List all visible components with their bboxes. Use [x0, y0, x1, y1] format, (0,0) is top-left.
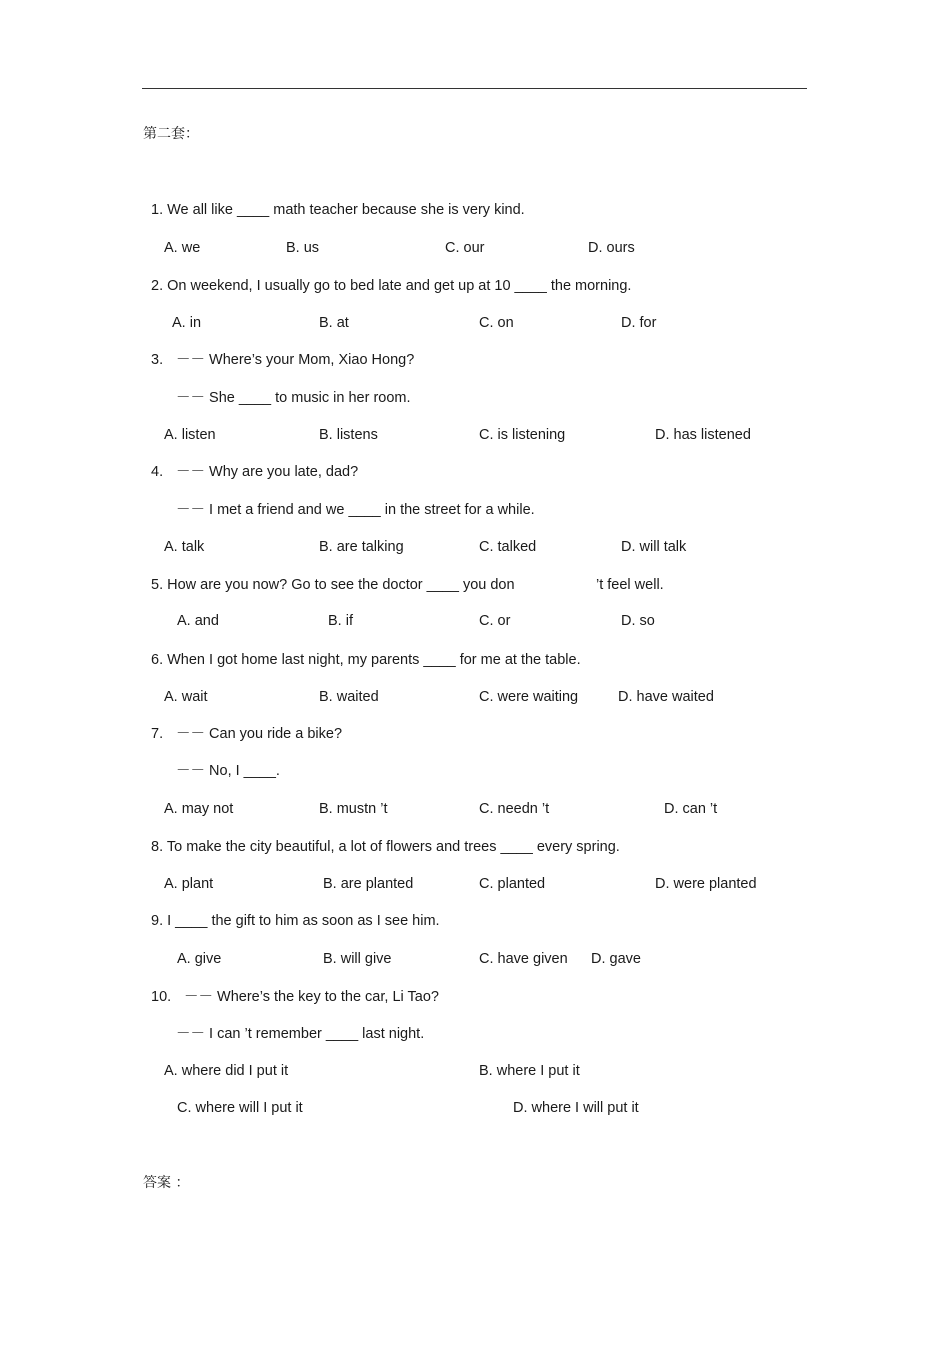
- question-3-line-1: －－ Where’s your Mom, Xiao Hong?: [176, 352, 415, 368]
- question-4-line-1: －－ Why are you late, dad?: [176, 464, 359, 480]
- question-6-option-a: A. wait: [164, 689, 208, 705]
- question-7-option-a: A. may not: [164, 801, 234, 817]
- question-3-option-c: C. is listening: [479, 427, 566, 443]
- question-3-number: 3.: [151, 352, 164, 368]
- question-2-option-d: D. for: [621, 315, 657, 331]
- question-6-option-d: D. have waited: [618, 689, 714, 705]
- question-5-option-c: C. or: [479, 613, 511, 629]
- question-2-stem: 2. On weekend, I usually go to bed late and get up at 10 ____ the morning.: [151, 278, 632, 294]
- question-9-option-b: B. will give: [323, 951, 392, 967]
- question-8-option-b: B. are planted: [323, 876, 414, 892]
- question-4-option-b: B. are talking: [319, 539, 404, 555]
- question-7-option-d: D. can ’t: [664, 801, 718, 817]
- question-3-option-a: A. listen: [164, 427, 216, 443]
- question-4-option-d: D. will talk: [621, 539, 687, 555]
- question-9-option-a: A. give: [177, 951, 222, 967]
- question-9-stem: 9. I ____ the gift to him as soon as I see him.: [151, 913, 440, 929]
- question-9-option-c: C. have given: [479, 951, 568, 967]
- question-1-stem: 1. We all like ____ math teacher because she is very kind.: [151, 202, 525, 218]
- answer-label: 答案 ：: [143, 1175, 190, 1191]
- question-10-option-a: A. where did I put it: [164, 1063, 289, 1079]
- question-8-option-a: A. plant: [164, 876, 214, 892]
- question-1-option-c: C. our: [445, 240, 485, 256]
- question-1-option-b: B. us: [286, 240, 320, 256]
- question-7-option-b: B. mustn ’t: [319, 801, 388, 817]
- question-5-stem: 5. How are you now? Go to see the doctor ____ you don: [151, 577, 515, 593]
- question-5-option-b: B. if: [328, 613, 353, 629]
- question-7-line-2: －－ No, I ____.: [176, 763, 280, 779]
- question-8-stem: 8. To make the city beautiful, a lot of flowers and trees ____ every spring.: [151, 839, 620, 855]
- question-6-option-c: C. were waiting: [479, 689, 579, 705]
- question-3-line-2: －－ She ____ to music in her room.: [176, 390, 411, 406]
- question-8-option-d: D. were planted: [655, 876, 757, 892]
- question-4-number: 4.: [151, 464, 164, 480]
- question-4-option-c: C. talked: [479, 539, 537, 555]
- question-2-option-b: B. at: [319, 315, 349, 331]
- question-10-option-d: D. where I will put it: [513, 1100, 639, 1116]
- question-10-number: 10.: [151, 989, 172, 1005]
- question-7-line-1: －－ Can you ride a bike?: [176, 726, 343, 742]
- question-3-option-d: D. has listened: [655, 427, 751, 443]
- question-4-line-2: －－ I met a friend and we ____ in the street for a while.: [176, 502, 535, 518]
- question-5-option-d: D. so: [621, 613, 655, 629]
- section-heading: 第二套：: [143, 126, 199, 142]
- question-10-option-c: C. where will I put it: [177, 1100, 303, 1116]
- question-3-option-b: B. listens: [319, 427, 378, 443]
- header-rule: [142, 88, 807, 89]
- question-8-option-c: C. planted: [479, 876, 546, 892]
- question-7-option-c: C. needn ’t: [479, 801, 550, 817]
- question-10-line-2: －－ I can ’t remember ____ last night.: [176, 1026, 425, 1042]
- question-4-option-a: A. talk: [164, 539, 205, 555]
- question-2-option-c: C. on: [479, 315, 514, 331]
- question-1-option-a: A. we: [164, 240, 201, 256]
- question-5-stem-tail: ’t feel well.: [596, 577, 664, 593]
- question-1-option-d: D. ours: [588, 240, 635, 256]
- question-6-stem: 6. When I got home last night, my parents ____ for me at the table.: [151, 652, 581, 668]
- question-6-option-b: B. waited: [319, 689, 379, 705]
- question-2-option-a: A. in: [172, 315, 202, 331]
- question-10-line-1: －－ Where’s the key to the car, Li Tao?: [184, 989, 439, 1005]
- question-5-option-a: A. and: [177, 613, 219, 629]
- question-9-option-d: D. gave: [591, 951, 641, 967]
- question-10-option-b: B. where I put it: [479, 1063, 580, 1079]
- question-7-number: 7.: [151, 726, 164, 742]
